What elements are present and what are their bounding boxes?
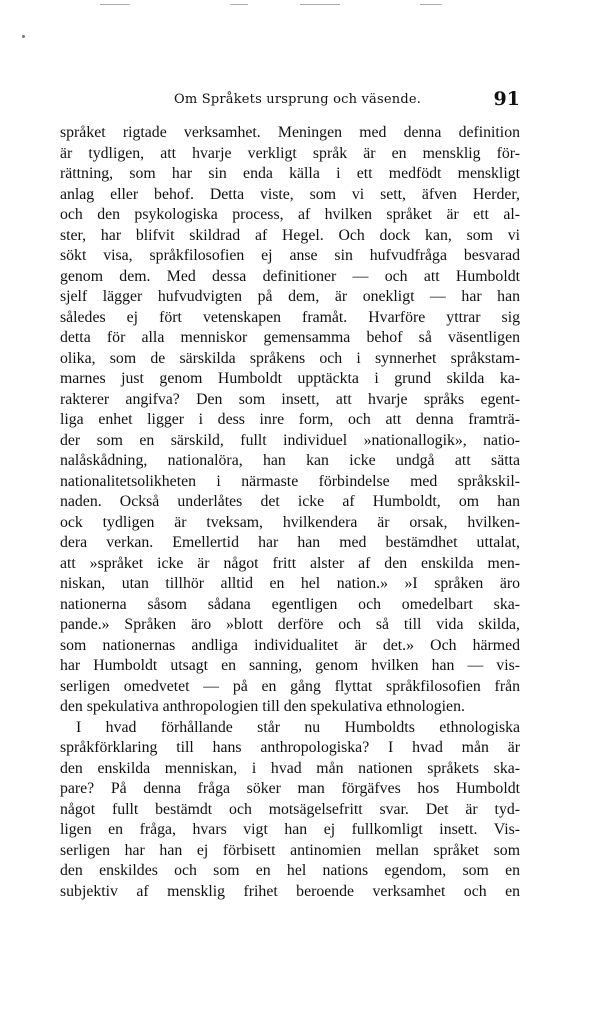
page-header	[60, 88, 520, 114]
text-line: har Humboldt utsagt en sanning, genom hvilken han — vis-	[60, 657, 520, 674]
page-number: 91	[493, 88, 520, 110]
text-line: rättning, som har sin enda källa i ett medfödt menskligt	[60, 165, 520, 182]
text-line: ock tydligen är tveksam, hvilkendera är orsak, hvilken-	[60, 513, 520, 531]
text-line: pare? På denna fråga söker man förgäfves hos Humboldt	[60, 780, 520, 797]
text-line: den enskilda menniskan, i hvad mån nationen språkets ska-	[60, 759, 520, 777]
text-line: genom dem. Med dessa definitioner — och att Humboldt	[60, 267, 520, 285]
text-line: ligen en fråga, hvars vigt han ej fullkomligt insett. Vis-	[60, 821, 520, 838]
print-speck	[100, 4, 130, 5]
text-line: olika, som de särskilda språkens och i synnerhet språkstam-	[60, 349, 520, 367]
text-line: språket rigtade verksamhet. Meningen med denna definition	[60, 124, 520, 141]
text-line: naden. Också underlåtes det icke af Humboldt, om han	[60, 493, 520, 510]
text-line: som nationernas andliga individualitet är det.» Och härmed	[60, 636, 520, 654]
text-line: och den psykologiska process, af hvilken språket är ett al-	[60, 206, 520, 223]
text-line: att »språket icke är något fritt alster af den enskilda men-	[60, 554, 520, 572]
text-line: subjektiv af mensklig frihet beroende verksamhet och en	[60, 882, 520, 900]
print-speck	[420, 4, 442, 5]
print-speck	[22, 35, 25, 38]
text-line: dera verkan. Emellertid har han med bestämdhet uttalat,	[60, 534, 520, 551]
text-line: serligen omedvetet — på en gång flyttat språkfilosofien från	[60, 677, 520, 695]
text-line: den enskildes och som en hel nations egendom, som en	[60, 862, 520, 879]
text-line: marnes just genom Humboldt upptäckta i grund skilda ka-	[60, 370, 520, 387]
text-line: nationerna såsom sådana egentligen och omedelbart ska-	[60, 595, 520, 613]
text-line: anlag eller behof. Detta viste, som vi sett, äfven Herder,	[60, 185, 520, 203]
print-speck	[230, 4, 248, 5]
running-title: Om Språkets ursprung och väsende.	[174, 92, 422, 107]
text-line: serligen har han ej förbisett antinomien mellan språket som	[60, 841, 520, 859]
text-line: nalåskådning, nationalöra, han kan icke undgå att sätta	[60, 452, 520, 469]
text-line: der som en särskild, fullt individuel »nationallogik», natio-	[60, 431, 520, 449]
text-line: rakterer angifva? Den som insett, att hvarje språks egent-	[60, 390, 520, 408]
text-line: liga enhet ligger i dess inre form, och att denna framträ-	[60, 411, 520, 428]
text-line: nationalitetsolikheten i närmaste förbindelse med språkskil-	[60, 472, 520, 490]
text-line: pande.» Språken äro »blott derföre och så till vida skilda,	[60, 616, 520, 633]
text-line: är tydligen, att hvarje verkligt språk är en mensklig för-	[60, 144, 520, 162]
text-line: sjelf lägger hufvudvigten på dem, är onekligt — har han	[60, 288, 520, 305]
text-line: niskan, utan tillhör alltid en hel nation.» »I språken äro	[60, 575, 520, 592]
text-line: ster, har blifvit skildrad af Hegel. Och dock kan, som vi	[60, 226, 520, 244]
text-line: detta för alla menniskor gemensamma behof så väsentligen	[60, 329, 520, 346]
text-line: den spekulativa anthropologien till den spekulativa ethnologien.	[60, 698, 465, 715]
body-text	[60, 123, 520, 902]
text-line: något fullt bestämdt och motsägelsefritt svar. Det är tyd-	[60, 800, 520, 818]
text-line: I hvad förhållande står nu Humboldts ethnologiska	[76, 718, 520, 736]
print-speck	[300, 4, 340, 5]
text-line: språkförklaring till hans anthropologiska? I hvad mån är	[60, 739, 520, 756]
text-line: således ej fört vetenskapen framåt. Hvarföre yttrar sig	[60, 308, 520, 326]
text-line: sökt visa, språkfilosofien ej anse sin hufvudfråga besvarad	[60, 247, 520, 264]
